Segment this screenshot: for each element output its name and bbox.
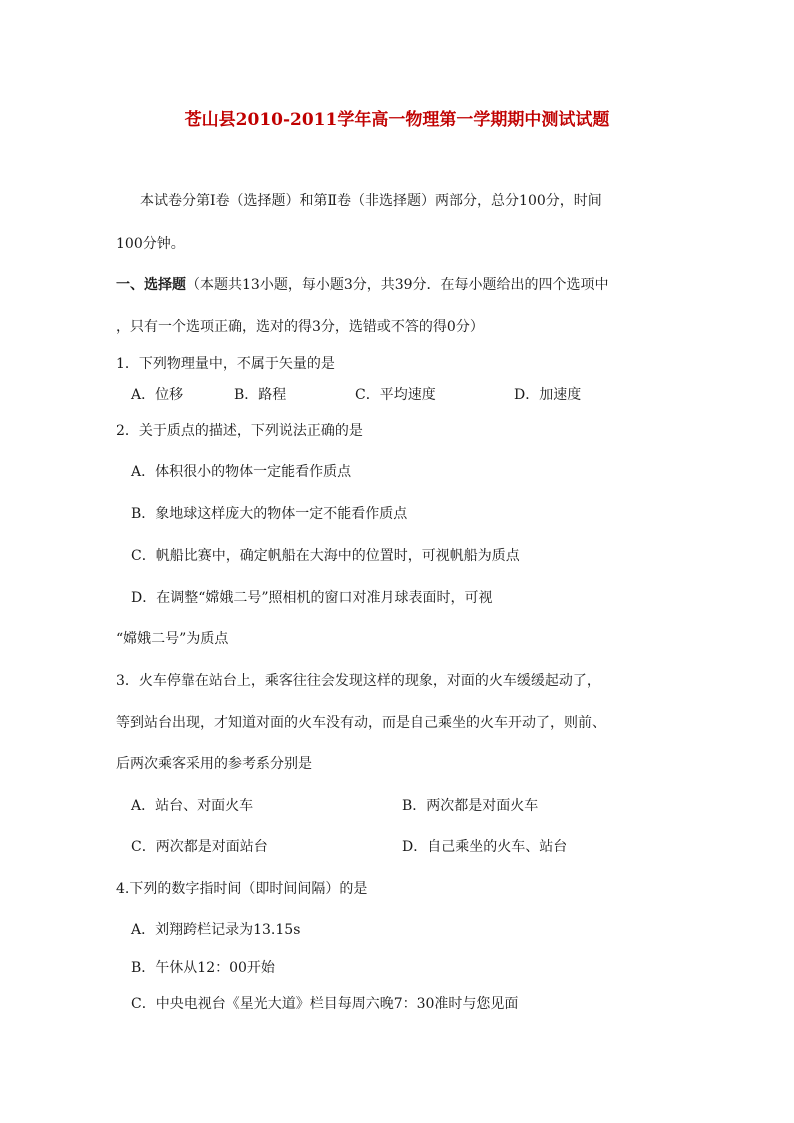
intro-line-1: 本试卷分第Ⅰ卷（选择题）和第Ⅱ卷（非选择题）两部分，总分100分，时间: [140, 193, 602, 209]
section-heading-line: [116, 274, 609, 294]
question-2-option-b: B．象地球这样庞大的物体一定不能看作质点: [131, 506, 408, 522]
question-3-stem-3: 后两次乘客采用的参考系分别是: [116, 756, 312, 772]
section-description: （本题共13小题，每小题3分，共39分．在每小题给出的四个选项中: [186, 277, 609, 293]
question-3-option-c: C．两次都是对面站台: [131, 839, 268, 855]
question-2-option-d: D．在调整“嫦娥二号”照相机的窗口对准月球表面时，可视: [131, 590, 493, 606]
question-3-stem-2: 等到站台出现，才知道对面的火车没有动，而是自己乘坐的火车开动了，则前、: [116, 715, 606, 731]
question-2-option-c: C．帆船比赛中，确定帆船在大海中的位置时，可视帆船为质点: [131, 548, 520, 564]
question-3-option-b: B．两次都是对面火车: [402, 798, 539, 814]
question-1-stem: 1．下列物理量中，不属于矢量的是: [116, 356, 335, 372]
section-heading: 一、选择题: [116, 277, 186, 293]
page-title: 苍山县2010-2011学年高一物理第一学期期中测试试题: [184, 110, 610, 130]
question-4-option-a: A．刘翔跨栏记录为13.15s: [131, 922, 301, 938]
question-4-option-b: B．午休从12：00开始: [131, 960, 275, 976]
intro-line-2: 100分钟。: [116, 236, 185, 252]
question-2-option-a: A．体积很小的物体一定能看作质点: [131, 464, 352, 480]
question-3-option-d: D．自己乘坐的火车、站台: [402, 839, 568, 855]
question-3-stem-1: 3．火车停靠在站台上，乘客往往会发现这样的现象，对面的火车缓缓起动了，: [116, 673, 601, 689]
question-1-option-b: B．路程: [234, 387, 287, 403]
question-1-option-d: D．加速度: [514, 387, 582, 403]
question-2-stem: 2．关于质点的描述，下列说法正确的是: [116, 423, 363, 439]
question-1-option-c: C．平均速度: [355, 387, 436, 403]
question-4-option-c: C．中央电视台《星光大道》栏目每周六晚7：30准时与您见面: [131, 996, 519, 1012]
question-2-continuation: “嫦娥二号”为质点: [116, 631, 229, 647]
question-4-stem: 4.下列的数字指时间（即时间间隔）的是: [116, 881, 368, 897]
question-1-option-a: A．位移: [131, 387, 184, 403]
section-description-2: ，只有一个选项正确，选对的得3分，选错或不答的得0分）: [116, 319, 484, 335]
question-3-option-a: A．站台、对面火车: [131, 798, 254, 814]
